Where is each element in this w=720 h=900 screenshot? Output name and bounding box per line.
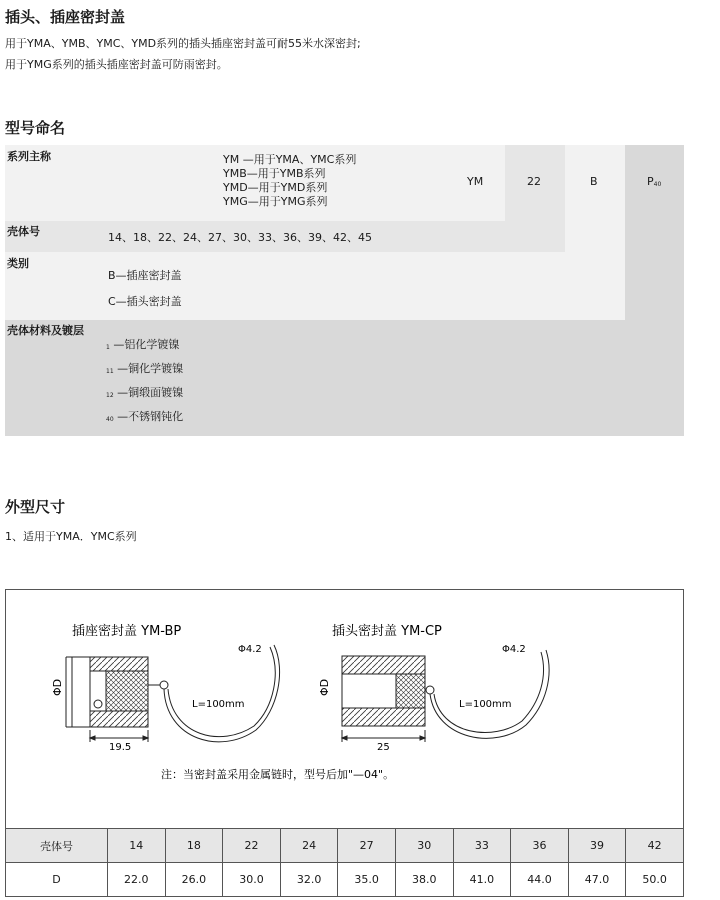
technical-drawing (6, 590, 683, 828)
row-value: 41.0 (453, 863, 511, 897)
socket-cap-drawing (66, 645, 280, 742)
code-p: $P_{40}$ (647, 175, 662, 188)
header-size: 36 (511, 829, 569, 863)
series-label: 系列主称 (7, 150, 51, 163)
type-b: B—插座密封盖 (108, 269, 182, 282)
left-length-label: L=100mm (192, 699, 245, 710)
plug-cap-drawing (342, 650, 549, 742)
right-phi-d: ΦD (318, 678, 331, 696)
header-size: 39 (568, 829, 626, 863)
code-b: B (590, 175, 598, 188)
right-length-label: L=100mm (459, 699, 512, 710)
material-item: $_{11}$ —铜化学镀镍 (106, 362, 184, 375)
row-value: 22.0 (108, 863, 166, 897)
right-drawing-title: 插头密封盖 YM-CP (332, 624, 442, 639)
section-title-dimensions: 外型尺寸 (5, 498, 66, 516)
header-label: 壳体号 (6, 829, 108, 863)
type-c: C—插头密封盖 (108, 295, 182, 308)
header-size: 22 (223, 829, 281, 863)
row-label: D (6, 863, 108, 897)
row-value: 44.0 (511, 863, 569, 897)
header-size: 18 (165, 829, 223, 863)
left-drawing-title: 插座密封盖 YM-BP (72, 624, 182, 639)
code-ym: YM (467, 175, 484, 188)
right-phi-label: Φ4.2 (502, 644, 526, 655)
left-phi-d: ΦD (51, 678, 64, 696)
header-size: 30 (395, 829, 453, 863)
material-item: $_1$ —铝化学镀镍 (106, 338, 180, 351)
series-item: YMD—用于YMD系列 (223, 181, 328, 194)
section-title-caps: 插头、插座密封盖 (5, 8, 126, 26)
table-row (6, 863, 684, 897)
left-phi-label: Φ4.2 (238, 644, 262, 655)
caps-desc-line2: 用于YMG系列的插头插座密封盖可防雨密封。 (5, 58, 228, 71)
section-title-naming: 型号命名 (5, 119, 66, 137)
caps-desc-line1: 用于YMA、YMB、YMC、YMD系列的插头插座密封盖可耐55米水深密封; (5, 37, 361, 50)
model-naming-diagram (5, 145, 684, 436)
shell-values: 14、18、22、24、27、30、33、36、39、42、45 (108, 231, 372, 244)
series-item: YMB—用于YMB系列 (223, 167, 326, 180)
series-list (223, 153, 356, 209)
row-value: 30.0 (223, 863, 281, 897)
row-value: 26.0 (165, 863, 223, 897)
row-value: 50.0 (626, 863, 684, 897)
code-22: 22 (527, 175, 541, 188)
header-size: 14 (108, 829, 166, 863)
material-item: $_{40}$ —不锈钢钝化 (106, 410, 184, 423)
row-value: 47.0 (568, 863, 626, 897)
material-label: 壳体材料及镀层 (7, 324, 84, 337)
type-label: 类别 (7, 257, 29, 270)
dimensions-table (5, 828, 684, 897)
code-b-col-bg (565, 145, 625, 252)
row-value: 38.0 (395, 863, 453, 897)
material-item: $_{12}$ —铜缎面镀镍 (106, 386, 184, 399)
right-dimension: 25 (377, 742, 390, 753)
table-header-row (6, 829, 684, 863)
type-row-bg (5, 252, 625, 320)
header-size: 27 (338, 829, 396, 863)
header-size: 33 (453, 829, 511, 863)
shell-label: 壳体号 (7, 225, 40, 238)
drawing-note: 注：当密封盖采用金属链时，型号后加"—04"。 (161, 768, 395, 781)
dimensions-note: 1、适用于YMA．YMC系列 (5, 530, 137, 543)
code-p-col-bg (625, 145, 684, 320)
row-value: 35.0 (338, 863, 396, 897)
row-value: 32.0 (280, 863, 338, 897)
left-dimension: 19.5 (109, 742, 132, 753)
header-size: 24 (280, 829, 338, 863)
series-item: YMG—用于YMG系列 (223, 195, 328, 208)
header-size: 42 (626, 829, 684, 863)
series-item: YM —用于YMA、YMC系列 (223, 153, 357, 166)
